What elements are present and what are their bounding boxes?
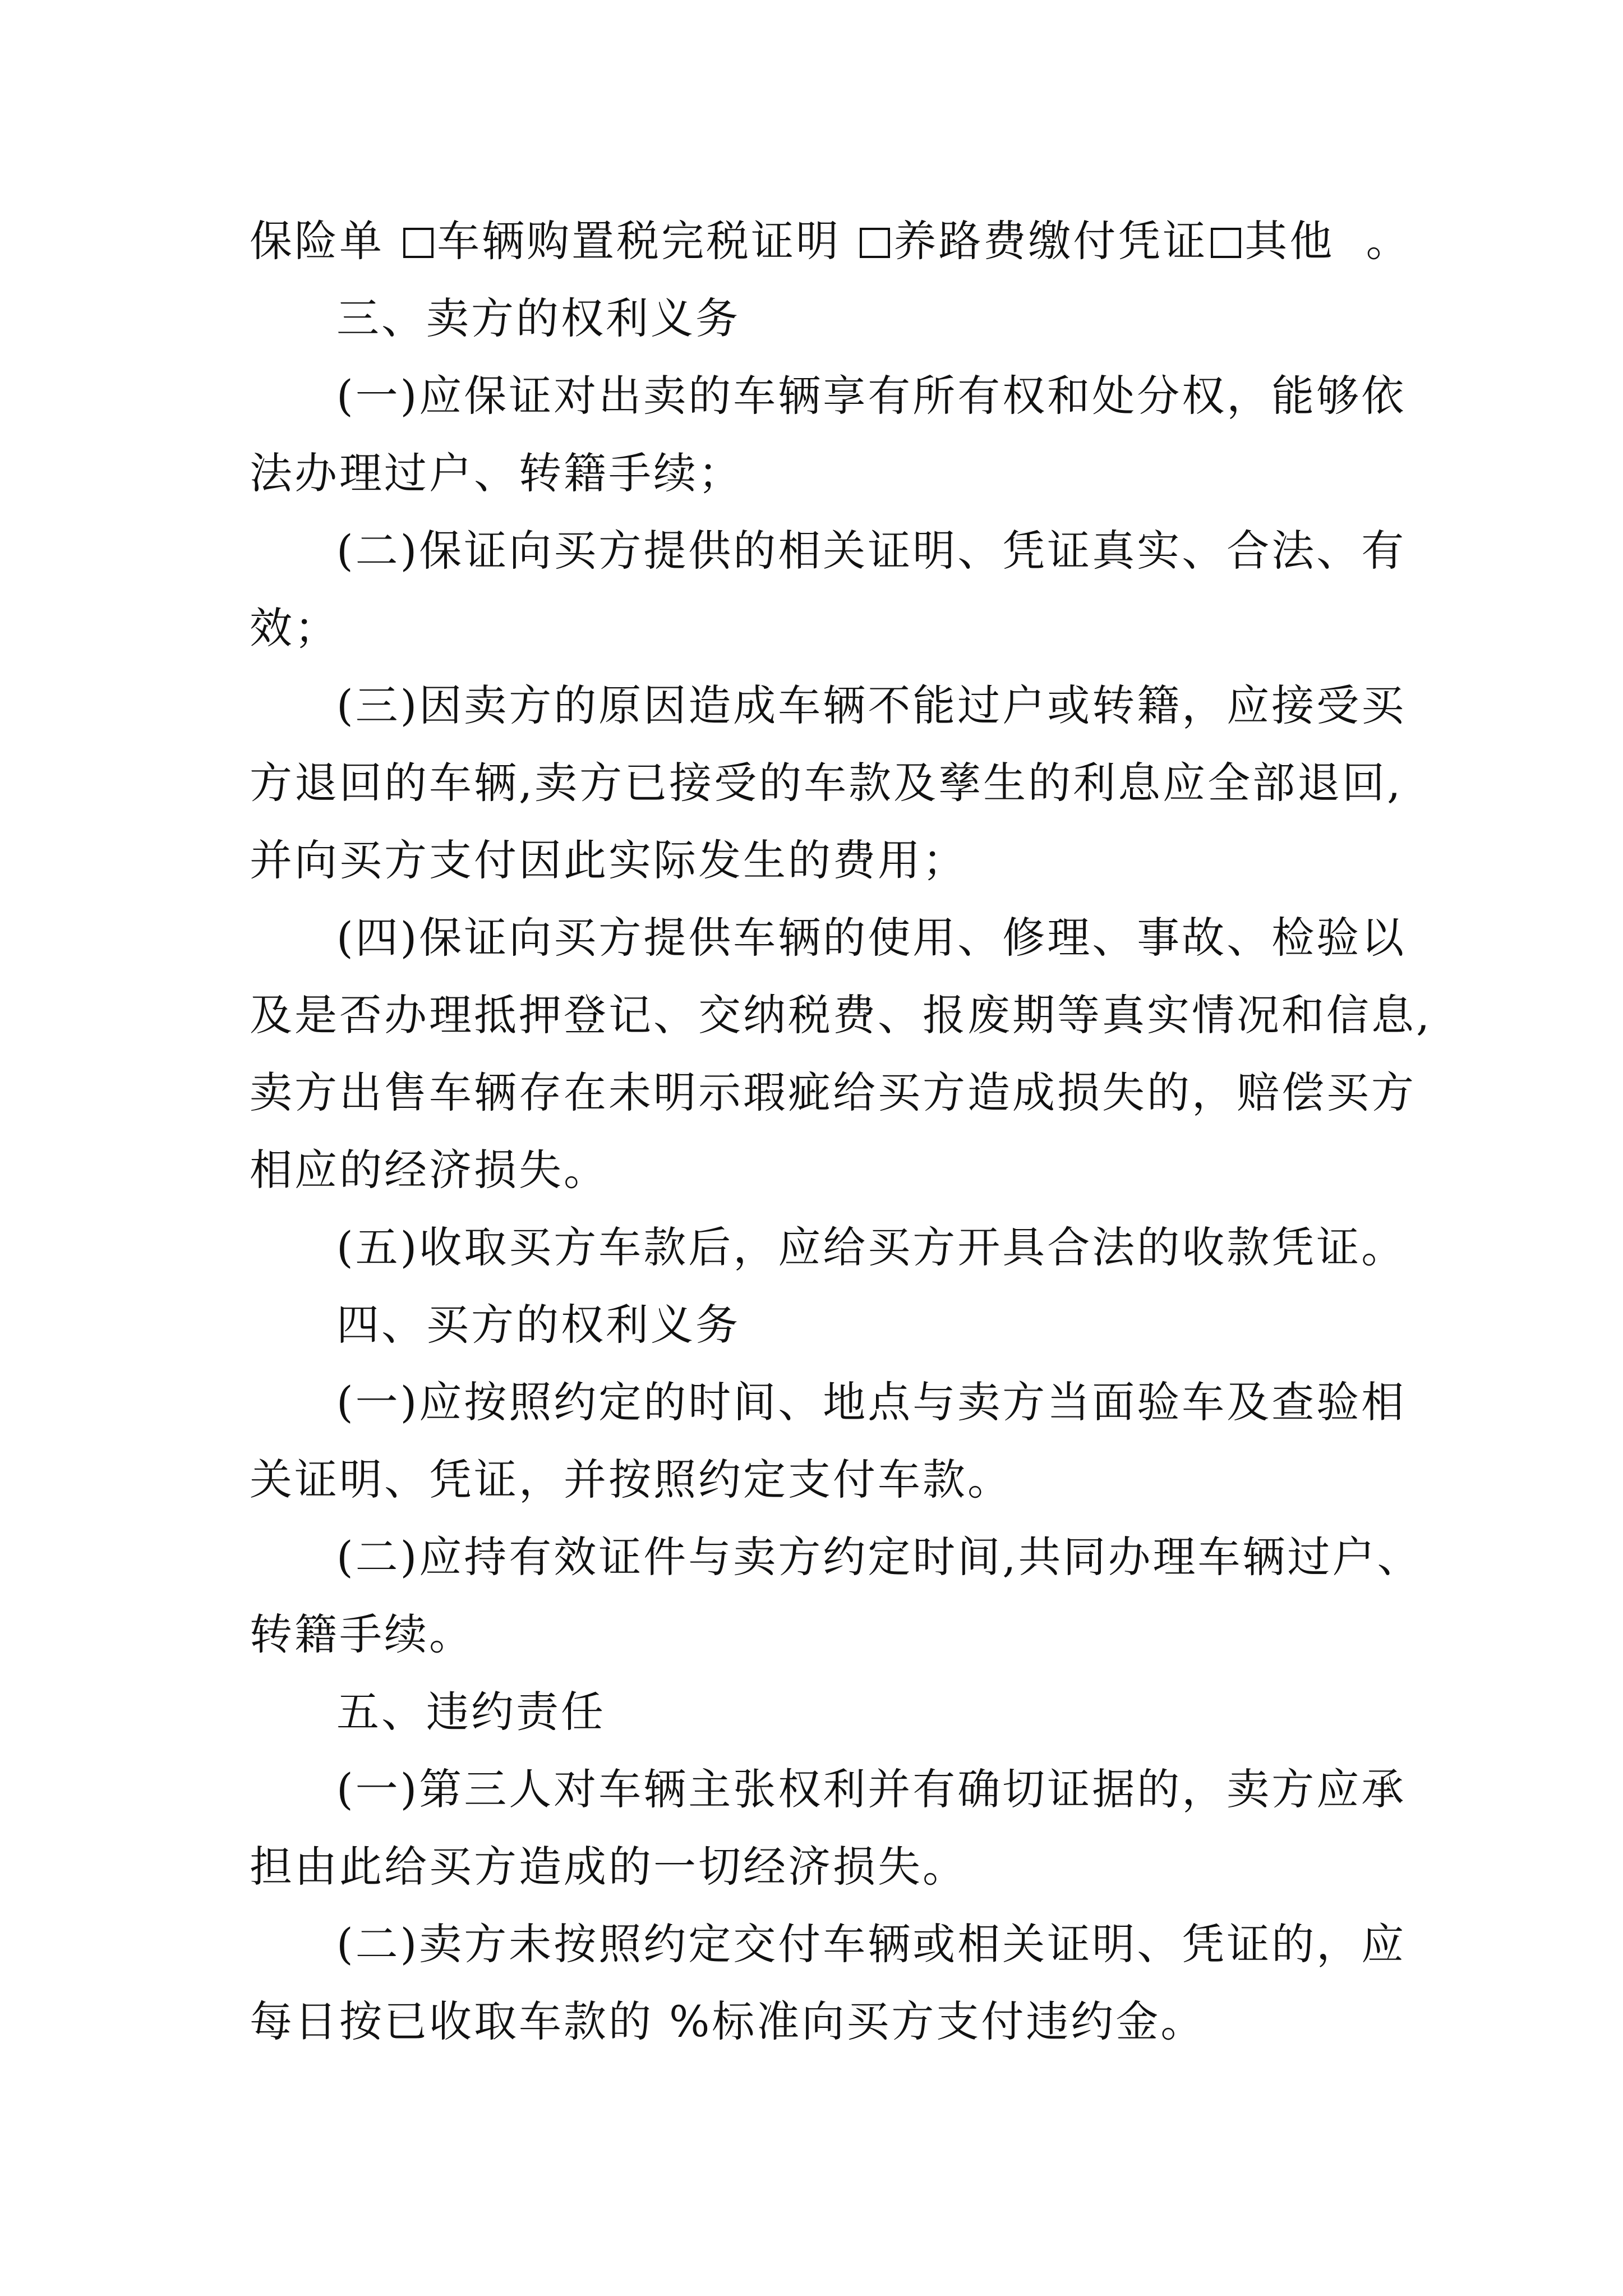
paragraph-line: 卖方出售车辆存在未明示瑕疵给买方造成损失的，赔偿买方 [250,1068,1416,1117]
paragraph-line: 方退回的车辆,卖方已接受的车款及孳生的利息应全部退回, [250,758,1403,808]
checklist-line [250,213,1411,269]
paragraph-line: (三)因卖方的原因造成车辆不能过户或转籍，应接受买 [336,680,1407,730]
checklist-item-other: 其他 [1244,216,1335,266]
checklist-item-road-fee: 养路费缴付凭证 [893,216,1208,266]
paragraph-line: 担由此给买方造成的一切经济损失。 [250,1842,967,1892]
paragraph-line: (二)应持有效证件与卖方约定时间,共同办理车辆过户、 [336,1532,1422,1582]
section-heading-3: 三、卖方的权利义务 [336,293,740,343]
paragraph-line: (二)卖方未按照约定交付车辆或相关证明、凭证的，应 [336,1919,1407,1969]
checklist-item-insurance: 保险单 [250,216,384,266]
checkbox-icon[interactable] [403,228,434,258]
section-heading-5: 五、违约责任 [336,1687,606,1737]
paragraph-line: 法办理过户、转籍手续； [250,448,743,498]
paragraph-line: 及是否办理抵押登记、交纳税费、报废期等真实情况和信息, [250,990,1432,1040]
paragraph-line: (二)保证向买方提供的相关证明、凭证真实、合法、有 [336,526,1407,576]
paragraph-line: (四)保证向买方提供车辆的使用、修理、事故、检验以 [336,913,1407,963]
paragraph-line: (一)第三人对车辆主张权利并有确切证据的，卖方应承 [336,1764,1407,1814]
checklist-end-punct: 。 [1366,216,1411,266]
paragraph-line: 每日按已收取车款的 %标准向买方支付违约金。 [250,1996,1206,2046]
paragraph-line: 效； [250,603,339,653]
paragraph-line: (一)应保证对出卖的车辆享有所有权和处分权，能够依 [336,371,1407,421]
checkbox-icon[interactable] [860,228,890,258]
paragraph-line: 并向买方支付因此实际发生的费用； [250,835,967,885]
checkbox-icon[interactable] [1211,228,1241,258]
paragraph-line: (一)应按照约定的时间、地点与卖方当面验车及查验相 [336,1377,1407,1427]
paragraph-line: 关证明、凭证，并按照约定支付车款。 [250,1455,1012,1504]
checklist-item-purchase-tax: 车辆购置税完税证明 [437,216,841,266]
paragraph-line: 转籍手续。 [250,1609,474,1659]
paragraph-line: (五)收取买方车款后，应给买方开具合法的收款凭证。 [336,1222,1407,1272]
section-heading-4: 四、买方的权利义务 [336,1300,740,1350]
paragraph-line: 相应的经济损失。 [250,1145,608,1195]
